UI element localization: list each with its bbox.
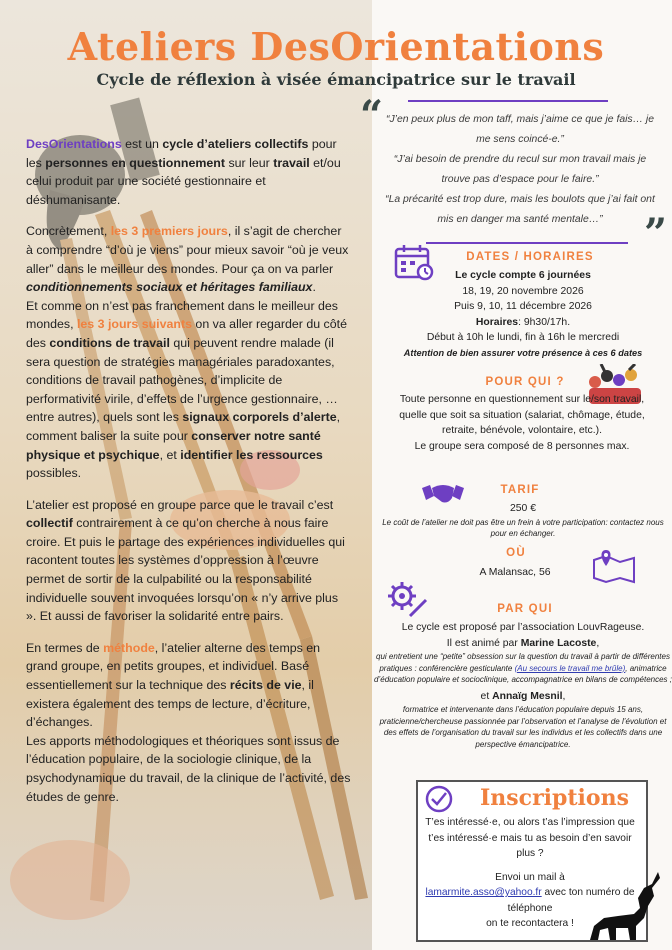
- intro-paragraph-1: DesOrientations est un cycle d’ateliers collectifs pour les personnes en questionnement sur leur travail et/ou celui produit par une société gestionnaire et déshumanisante.: [26, 137, 341, 207]
- intro-text: [26, 135, 351, 819]
- ou-place: A Malansac, 56: [479, 567, 551, 578]
- par-qui-title: PAR QUI: [497, 603, 553, 615]
- page-title: Ateliers DesOrientations: [67, 24, 605, 69]
- inscriptions-text: T’es intéressé·e, ou alors t’as l’impression que t’es intéressé·e mais tu as besoin d’en savoir plus ? Envoi un mail à lamarmite.asso@yahoo.fr avec ton numéro de téléphone on te recontactera !: [425, 817, 635, 929]
- intro-paragraph-2: Concrètement, les 3 premiers jours, il s’agit de chercher à comprendre “d’où je viens” pour mieux savoir “où je veux aller” dans le meilleur des mondes. Pour ça on va parler conditionnements sociaux et héritages familiaux.: [26, 224, 349, 295]
- pour-qui-title: POUR QUI ?: [485, 376, 565, 388]
- howling-wolf-icon: [584, 870, 664, 944]
- page-subtitle: Cycle de réflexion à visée émancipatrice sur le travail: [96, 70, 576, 89]
- contact-email-link[interactable]: lamarmite.asso@yahoo.fr: [425, 887, 542, 898]
- close-quote-icon: ”: [644, 210, 668, 257]
- inscriptions-title: Inscriptions: [480, 785, 629, 811]
- testimonial-quotes: [380, 110, 660, 230]
- intro-paragraph-6: Les apports méthodologiques et théoriques sont issus de l’éducation populaire, de la sociologie clinique, de la psychodynamique du travail, de la clinique de l’activité, des études de genre.: [26, 733, 351, 804]
- ou-title: OÙ: [506, 547, 526, 559]
- pour-qui-text: Toute personne en questionnement sur le/son travail, quelle que soit sa situation (salariat, chômage, étude, retraite, bénévole, volontaire, etc.). Le groupe sera composé de 8 personnes max.: [399, 394, 645, 452]
- intro-paragraph-5: En termes de méthode, l’atelier alterne des temps en grand groupe, en petits groupes, et individuel. Basé essentiellement sur la technique des récits de vie, il existera également des temps de lecture, d’écriture, d’échanges.: [26, 640, 321, 730]
- quote-2: “J’ai besoin de prendre du recul sur mon travail mais je trouve pas d’espace pour le faire.”: [393, 154, 647, 185]
- dates-title: DATES / HORAIRES: [466, 251, 594, 263]
- open-quote-icon: “: [360, 92, 384, 139]
- checkmark-icon: [424, 784, 454, 814]
- quotes-rule: [426, 242, 628, 244]
- gears-icon: [386, 580, 428, 620]
- par-qui-block: Le cycle est proposé par l’association LouvRageuse. Il est animé par Marine Lacoste, qui entretient une “petite” obsession sur la question du travail à partir de différentes pratiques : conférencière gesticulante (Au secours le travail me brûle), animatrice d’éducation populaire et socioclinique, accompagnatrice en bilans de compétences ; et Annaïg Mesnil, formatrice et intervenante dans l’éducation populaire depuis 15 ans, praticienne/chercheuse passionnée par l’observation et l’analyse de l’évolution et des effets de l’organisation du travail sur les individus et les collectifs dans une perspective émancipatrice.: [374, 622, 672, 749]
- subtitle-rule: [408, 100, 608, 102]
- map-pin-icon: [592, 548, 636, 584]
- intro-paragraph-4: L’atelier est proposé en groupe parce que le travail c’est collectif contrairement à ce qu’on cherche à nous faire croire. Et puis le partage des expériences individuelles qui racontent toutes les systèmes d’oppression à l’œuvre permet de sortir de la culpabilité ou la responsabilité individuelle souvent invoquées lorsqu’on « n’y arrive plus ». Et aussi de favoriser la solidarité entre pairs.: [26, 497, 345, 624]
- quote-1: “J’en peux plus de mon taff, mais j’aime ce que je fais… je me sens coincé-e.”: [386, 114, 654, 145]
- tarif-block: 250 € Le coût de l’atelier ne doit pas être un frein à votre participation: contactez nous pour en échanger.: [382, 503, 664, 538]
- dates-block: Le cycle compte 6 journées 18, 19, 20 novembre 2026 Puis 9, 10, 11 décembre 2026 Horaires: 9h30/17h. Début à 10h le lundi, fin à 16h le mercredi Attention de bien assurer votre présence à ces 6 dates: [403, 270, 643, 358]
- quote-3: “La précarité est trop dure, mais les boulots que j’ai fait ont mis en danger ma santé mentale…”: [385, 194, 655, 225]
- intro-paragraph-3: Et comme on n’est pas franchement dans le meilleur des mondes, les 3 jours suivants on va aller regarder du côté des conditions de travail qui peuvent rendre malade (il sera question de stratégies managériales paradoxantes, conditions de travail pathogènes, d’implicite de performativité virile, d’effets de l’urgence gestionnaire, … entre autres), quels sont les signaux corporels d’alerte, comment baliser la suite pour conserver notre santé physique et psychique, et identifier les ressources possibles.: [26, 298, 347, 481]
- tarif-title: TARIF: [500, 484, 540, 496]
